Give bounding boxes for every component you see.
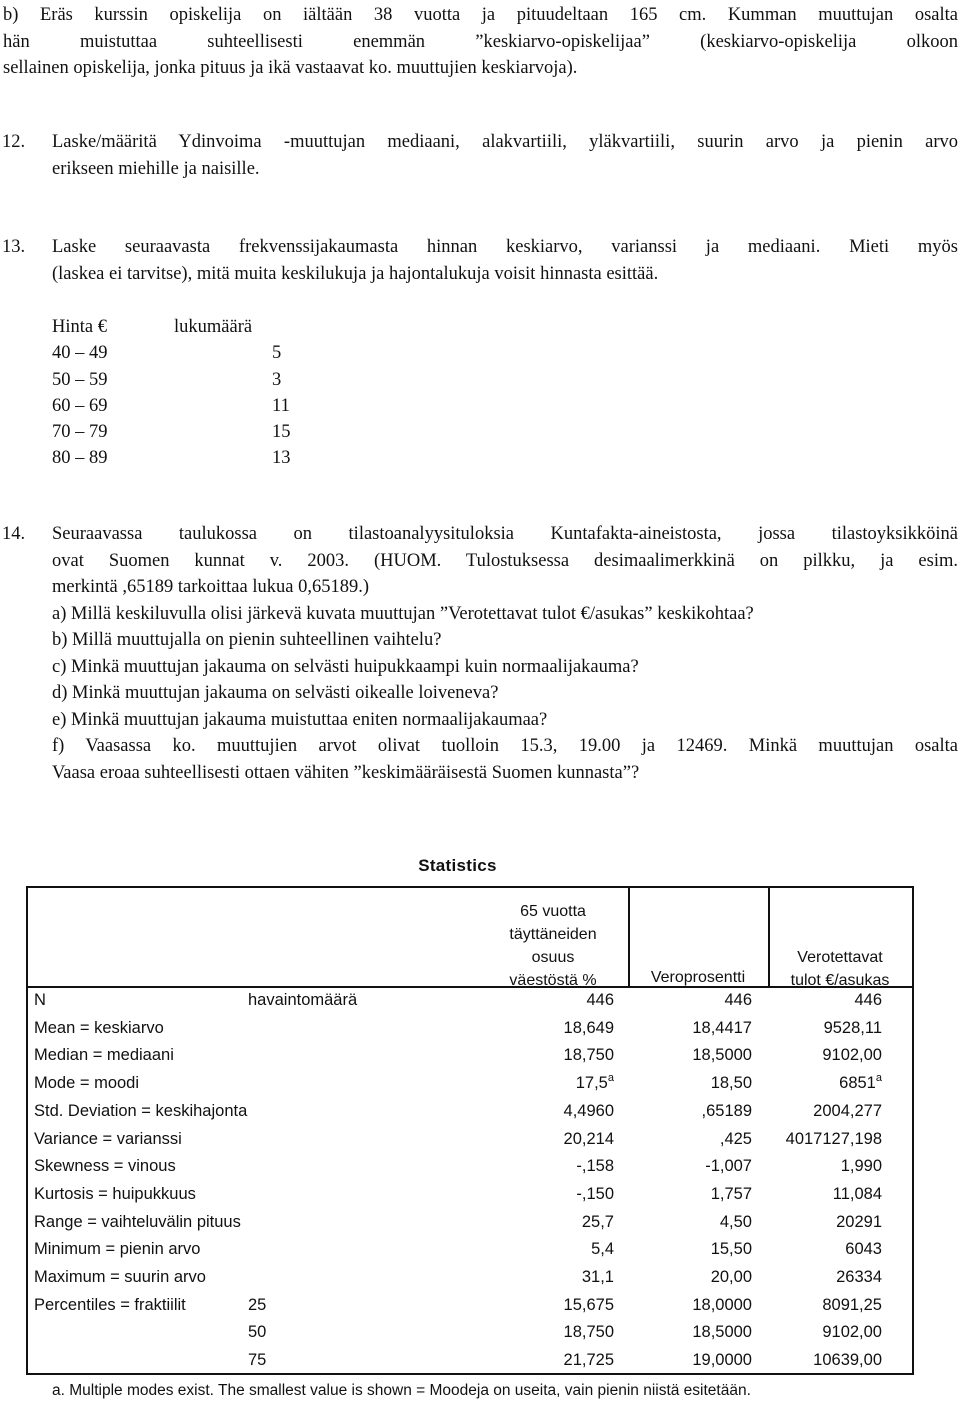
statistic-label: Minimum = pienin arvo: [34, 1240, 201, 1259]
statistic-value: -,158: [576, 1157, 614, 1176]
footnote-reference: a: [607, 1072, 614, 1085]
count-value: 15: [272, 422, 291, 443]
price-header: Hinta €: [52, 317, 107, 337]
statistic-value: ,65189: [701, 1101, 752, 1120]
statistic-label: Std. Deviation = keskihajonta: [34, 1101, 248, 1120]
statistic-value: 8091,25: [822, 1295, 882, 1314]
statistic-value: 11,084: [832, 1184, 882, 1203]
count-header: lukumäärä: [174, 317, 253, 337]
frequency-row: [52, 419, 412, 445]
statistic-value: 4,4960: [563, 1101, 614, 1120]
q14-line: Seuraavassa taulukossa on tilastoanalyysituloksia Kuntafakta-aineistosta, jossa tilastoyksikköinä: [52, 524, 958, 544]
q14-line: ovat Suomen kunnat v. 2003. (HUOM. Tulostuksessa desimaalimerkkinä on pilkku, ja esim.: [52, 550, 958, 571]
statistic-value: 18,649: [563, 1018, 614, 1037]
statistic-sublabel: 75: [248, 1351, 267, 1370]
question-11b: [3, 2, 958, 82]
statistic-value: 1,990: [840, 1157, 882, 1176]
q14-subquestion-e: e) Minkä muuttujan jakauma muistuttaa eniten normaalijakaumaa?: [52, 709, 548, 730]
price-class: 70 – 79: [52, 422, 108, 443]
q12-line: erikseen miehille ja naisille.: [52, 158, 260, 179]
header-line: tulot €/asukas: [790, 972, 890, 989]
statistic-value: 18,0000: [692, 1295, 752, 1314]
q14-subquestion-b: b) Millä muuttujalla on pienin suhteellinen vaihtelu?: [52, 630, 442, 650]
count-value: 3: [272, 369, 282, 390]
statistic-value: 21,725: [563, 1351, 614, 1370]
q14-subquestion-a: a) Millä keskiluvulla olisi järkevä kuvata muuttujan ”Verotettavat tulot €/asukas” keskikohtaa?: [52, 603, 754, 624]
statistic-value: -1,007: [705, 1157, 752, 1176]
statistic-value: 6851$^a$: [839, 1072, 882, 1093]
price-class: 50 – 59: [52, 369, 108, 390]
footnote-marker: a.: [52, 1382, 65, 1399]
statistic-label: Variance = varianssi: [34, 1129, 182, 1148]
column-header-elderly-share: [478, 900, 628, 992]
count-value: 5: [272, 343, 282, 364]
statistic-label: Skewness = vinous: [34, 1157, 176, 1176]
statistic-value: 25,7: [581, 1212, 614, 1231]
column-header-taxable-income: [768, 946, 912, 992]
statistic-value: 17,5$^a$: [575, 1072, 614, 1093]
statistic-value: 20291: [836, 1212, 882, 1231]
statistic-value: 18,5000: [692, 1046, 752, 1065]
statistic-label: Range = vaihteluvälin pituus: [34, 1212, 241, 1231]
statistic-value: ,425: [719, 1129, 752, 1148]
q14-subquestion-f: f) Vaasassa ko. muuttujien arvot olivat tuolloin 15.3, 19.00 ja 12469. Minkä muuttujan osalta: [52, 736, 958, 756]
statistic-value: 446: [724, 991, 752, 1009]
statistic-label: Mode = moodi: [34, 1074, 140, 1093]
statistic-label: Percentiles = fraktiilit: [34, 1295, 186, 1314]
statistic-value: 18,750: [563, 1046, 614, 1065]
statistic-label: Median = mediaani: [34, 1046, 174, 1065]
question-13: [2, 234, 958, 287]
statistic-value: 18,5000: [692, 1323, 752, 1342]
statistic-value: 9102,00: [822, 1046, 882, 1065]
statistic-value: 18,50: [710, 1074, 752, 1093]
frequency-row: [52, 393, 412, 419]
question-number: 12.: [2, 132, 26, 152]
statistic-sublabel: 50: [248, 1323, 267, 1342]
price-class: 80 – 89: [52, 448, 108, 469]
statistic-value: 15,675: [563, 1295, 614, 1314]
header-line: osuus: [531, 949, 575, 966]
q13-line: (laskea ei tarvitse), mitä muita keskilukuja ja hajontalukuja voisit hinnasta esittää.: [52, 263, 659, 284]
frequency-row: [52, 367, 412, 393]
frequency-row: [52, 445, 412, 471]
statistic-value: 6043: [845, 1240, 882, 1259]
q11b-line: hän muistuttaa suhteellisesti enemmän ”keskiarvo-opiskelijaa” (keskiarvo-opiskelija olkoon: [3, 31, 958, 52]
statistic-label: Mean = keskiarvo: [34, 1018, 164, 1037]
statistics-table: [26, 886, 914, 1375]
count-value: 13: [272, 448, 291, 469]
statistic-value: -,150: [576, 1184, 614, 1203]
statistic-label: Maximum = suurin arvo: [34, 1268, 206, 1286]
statistic-value: 18,750: [563, 1323, 614, 1342]
question-12: [2, 129, 958, 182]
statistic-value: 31,1: [581, 1268, 614, 1286]
q14-subquestion-c: c) Minkä muuttujan jakauma on selvästi huipukkaampi kuin normaalijakauma?: [52, 656, 639, 677]
statistics-footnote: [52, 1382, 751, 1400]
statistic-value: 446: [586, 991, 614, 1009]
q11b-line: b) Eräs kurssin opiskelija on iältään 38 vuotta ja pituudeltaan 165 cm. Kumman muuttujan osalta: [3, 5, 958, 25]
question-number: 13.: [2, 237, 26, 257]
statistic-value: 5,4: [591, 1240, 614, 1259]
statistic-label: N: [34, 991, 46, 1009]
statistic-sublabel: 25: [248, 1295, 267, 1314]
statistic-value: 2004,277: [813, 1101, 882, 1120]
q11b-line: sellainen opiskelija, jonka pituus ja ikä vastaavat ko. muuttujien keskiarvoja).: [3, 58, 578, 78]
footnote-reference: a: [875, 1072, 882, 1085]
statistic-value: 4017127,198: [785, 1129, 882, 1148]
statistic-value: 10639,00: [813, 1351, 882, 1370]
header-line: väestöstä %: [509, 972, 597, 989]
statistic-value: 20,00: [710, 1268, 752, 1286]
statistic-value: 9102,00: [822, 1323, 882, 1342]
statistic-value: 9528,11: [823, 1018, 882, 1037]
header-line: Verotettavat: [797, 949, 883, 966]
q14-subquestion-d: d) Minkä muuttujan jakauma on selvästi oikealle loiveneva?: [52, 683, 499, 703]
statistic-value: 19,0000: [692, 1351, 752, 1370]
statistic-value: 15,50: [710, 1240, 752, 1259]
price-class: 40 – 49: [52, 343, 108, 364]
question-number: 14.: [2, 524, 26, 544]
statistic-sublabel: havaintomäärä: [248, 991, 358, 1009]
footnote-text: Multiple modes exist. The smallest value is shown = Moodeja on useita, vain pienin niistä esitetään.: [69, 1382, 751, 1399]
question-14: [2, 521, 958, 786]
q14-line: merkintä ,65189 tarkoittaa lukua 0,65189.): [52, 577, 369, 597]
count-value: 11: [272, 395, 290, 416]
header-line: täyttäneiden: [509, 926, 597, 943]
statistic-value: 4,50: [719, 1212, 752, 1231]
q12-line: Laske/määritä Ydinvoima -muuttujan mediaani, alakvartiili, yläkvartiili, suurin arvo ja pienin arvo: [52, 132, 958, 152]
statistic-value: 18,4417: [692, 1018, 752, 1037]
frequency-row: [52, 340, 412, 366]
price-class: 60 – 69: [52, 395, 108, 416]
statistic-value: 1,757: [710, 1184, 752, 1203]
q14-subquestion-f-cont: Vaasa eroaa suhteellisesti ottaen vähiten ”keskimääräisestä Suomen kunnasta”?: [52, 762, 640, 783]
statistic-label: Kurtosis = huipukkuus: [34, 1184, 196, 1203]
header-line: 65 vuotta: [520, 903, 586, 920]
q13-line: Laske seuraavasta frekvenssijakaumasta hinnan keskiarvo, varianssi ja mediaani. Mieti myös: [52, 237, 958, 257]
statistics-title: Statistics: [418, 856, 497, 875]
frequency-table-header: [52, 314, 412, 340]
statistic-value: 446: [854, 991, 882, 1009]
frequency-table: [52, 314, 412, 472]
statistic-value: 20,214: [563, 1129, 614, 1148]
header-line: Veroprosentti: [650, 969, 746, 986]
statistic-value: 26334: [836, 1268, 882, 1286]
